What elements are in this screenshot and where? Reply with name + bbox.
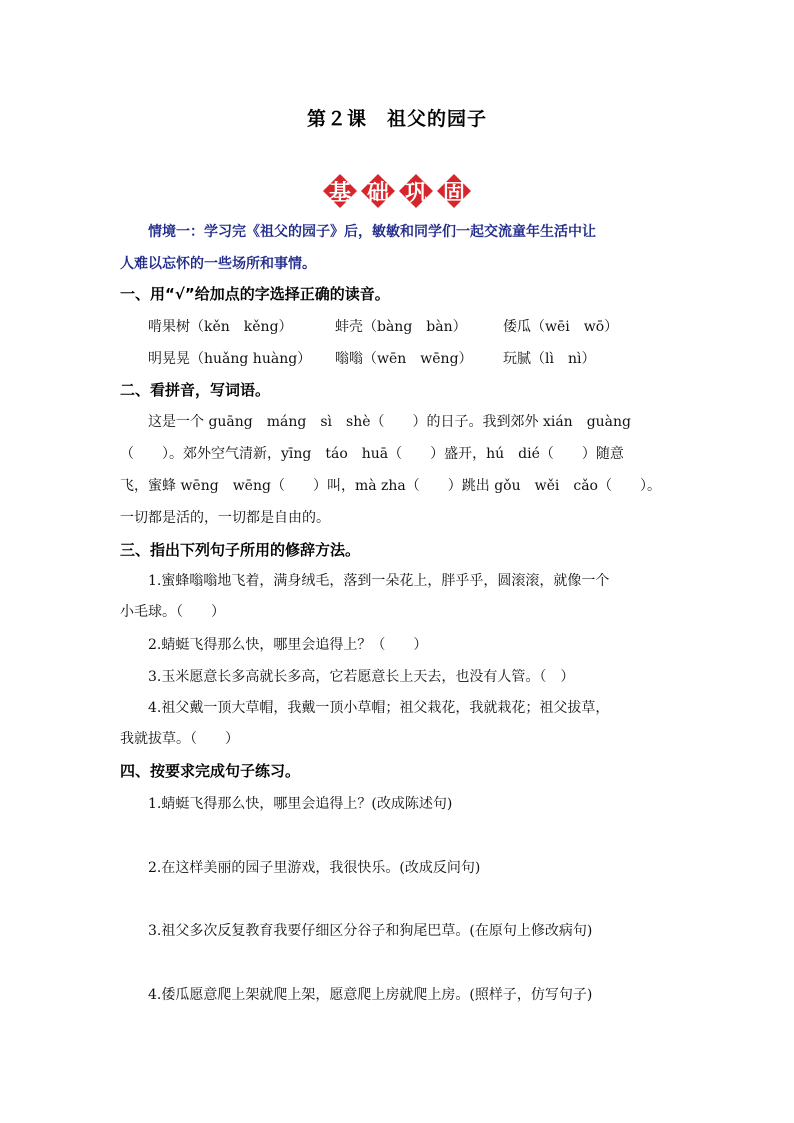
pinyin-choice-item: 倭瓜（wēi wō） (503, 319, 619, 335)
exercise-line: 1.蜻蜓飞得那么快，哪里会追得上？(改成陈述句) (148, 796, 453, 812)
section1-heading: 一、用“√”给加点的字选择正确的读音。 (120, 285, 390, 303)
question-line: 小毛球。（ ） (120, 604, 225, 620)
question-line: 3.玉米愿意长多高就长多高，它若愿意长上天去，也没有人管。（ ） (148, 669, 575, 685)
badge-text: 础 (366, 180, 389, 206)
pinyin-choice-item: 明晃晃（huǎng huàng） (148, 351, 312, 367)
badge-char (323, 174, 357, 208)
badge-char (361, 174, 395, 208)
scenario-text (120, 216, 680, 280)
scenario-line: 人难以忘怀的一些场所和事情。 (120, 256, 316, 272)
paragraph-line: （ ）。郊外空气清新，yīng táo huā（ ）盛开，hú dié（ ）随意 (120, 446, 624, 462)
pinyin-choice-item: 啃果树（kěn kěng） (148, 319, 293, 335)
section3-heading: 三、指出下列句子所用的修辞方法。 (120, 541, 361, 559)
pinyin-choice-item: 嗡嗡（wēn wēng） (335, 351, 473, 367)
question-line: 我就拔草。（ ） (120, 731, 239, 747)
badge-text: 巩 (404, 180, 427, 206)
page-title: 第２课 祖父的园子 (306, 108, 487, 130)
paragraph-line: 一切都是活的，一切都是自由的。 (120, 510, 330, 526)
paragraph-line: 这是一个 guāng máng sì shè（ ）的日子。我到郊外 xián guàng (148, 414, 631, 430)
question-line: 1.蜜蜂嗡嗡地飞着，满身绒毛，落到一朵花上，胖乎乎，圆滚滚，就像一个 (148, 573, 610, 589)
badge-text: 基 (328, 180, 351, 206)
question-line: 4.祖父戴一顶大草帽，我戴一顶小草帽；祖父栽花，我就栽花；祖父拔草， (148, 700, 610, 716)
pinyin-choice-item: 蚌壳（bàng bàn） (335, 319, 467, 335)
section-badge (323, 174, 471, 210)
question-line: 2.蜻蜓飞得那么快，哪里会追得上？（ ） (148, 637, 428, 653)
scenario-line: 情境一：学习完《祖父的园子》后，敏敏和同学们一起交流童年生活中让 (148, 224, 596, 240)
exercise-line: 2.在这样美丽的园子里游戏，我很快乐。(改成反问句) (148, 860, 481, 876)
paragraph-line: 飞，蜜蜂 wēng wēng（ ）叫，mà zha（ ）跳出 gǒu wěi cǎo（ ）。 (120, 478, 661, 494)
badge-char (437, 174, 471, 208)
badge-text: 固 (442, 180, 465, 206)
pinyin-choice-item: 玩腻（lì nì） (503, 351, 596, 367)
section4-heading: 四、按要求完成句子练习。 (120, 762, 301, 780)
exercise-line: 4.倭瓜愿意爬上架就爬上架，愿意爬上房就爬上房。(照样子，仿写句子) (148, 987, 593, 1003)
section2-heading: 二、看拼音，写词语。 (120, 381, 271, 399)
badge-char (399, 174, 433, 208)
exercise-line: 3.祖父多次反复教育我要仔细区分谷子和狗尾巴草。(在原句上修改病句) (148, 923, 593, 939)
